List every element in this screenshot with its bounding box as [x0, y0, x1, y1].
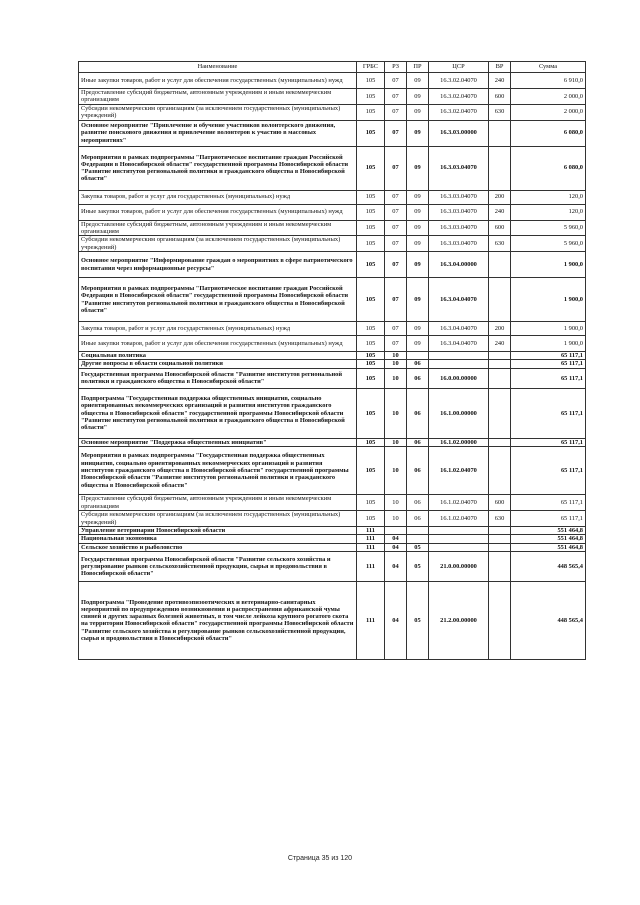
cell-csr: 16.3.02.04070: [429, 104, 489, 120]
cell-vr: [489, 146, 511, 190]
cell-grbs: 105: [357, 388, 385, 438]
cell-name: Иные закупки товаров, работ и услуг для обеспечения государственных (муниципальных) нужд: [79, 336, 357, 352]
cell-pr: 06: [407, 438, 429, 446]
cell-rz: 10: [385, 447, 407, 495]
cell-pr: 09: [407, 322, 429, 336]
cell-pr: 09: [407, 236, 429, 252]
cell-rz: 07: [385, 204, 407, 220]
cell-grbs: 105: [357, 360, 385, 368]
cell-vr: [489, 438, 511, 446]
table-row: [79, 360, 586, 368]
cell-csr: 16.1.02.04070: [429, 447, 489, 495]
cell-pr: 05: [407, 543, 429, 551]
cell-csr: 16.3.02.04070: [429, 73, 489, 89]
cell-vr: 600: [489, 495, 511, 511]
cell-csr: 16.3.03.00000: [429, 120, 489, 146]
cell-pr: 06: [407, 447, 429, 495]
cell-name: Национальная экономика: [79, 535, 357, 543]
header-pr: ПР: [407, 62, 429, 73]
cell-name: Основное мероприятие "Привлечение и обучение участников волонтерского движения, развитие поискового движения и привлечение волонтеров к участию в массовых мероприятиях": [79, 120, 357, 146]
cell-csr: 16.1.02.00000: [429, 438, 489, 446]
cell-pr: 05: [407, 551, 429, 581]
header-name: Наименование: [79, 62, 357, 73]
cell-sum: 120,0: [511, 190, 586, 204]
cell-vr: [489, 252, 511, 278]
cell-pr: 09: [407, 89, 429, 105]
cell-sum: 2 000,0: [511, 104, 586, 120]
cell-csr: 16.3.04.04070: [429, 322, 489, 336]
cell-csr: 16.3.03.04070: [429, 190, 489, 204]
table-row: [79, 146, 586, 190]
cell-rz: 10: [385, 511, 407, 527]
cell-grbs: 105: [357, 204, 385, 220]
cell-csr: 16.3.03.04070: [429, 146, 489, 190]
cell-vr: 600: [489, 89, 511, 105]
cell-rz: 10: [385, 438, 407, 446]
cell-pr: 05: [407, 581, 429, 659]
cell-sum: 65 117,1: [511, 368, 586, 388]
table-row: [79, 352, 586, 360]
header-rz: РЗ: [385, 62, 407, 73]
cell-vr: [489, 581, 511, 659]
cell-name: Предоставление субсидий бюджетным, автономным учреждениям и иным некоммерческим организациям: [79, 495, 357, 511]
cell-name: Мероприятия в рамках подпрограммы "Патриотическое воспитание граждан Российской Федерации в Новосибирской области" государственной программы Новосибирской области "Развитие институтов региональной политики и гражданского общества в Новосибирской области": [79, 146, 357, 190]
table-row: [79, 89, 586, 105]
cell-rz: 07: [385, 278, 407, 322]
page-number: Страница 35 из 120: [287, 855, 353, 862]
cell-csr: 16.3.03.04070: [429, 204, 489, 220]
cell-vr: [489, 360, 511, 368]
table-row: [79, 543, 586, 551]
cell-pr: 09: [407, 336, 429, 352]
cell-grbs: 105: [357, 438, 385, 446]
cell-pr: 09: [407, 120, 429, 146]
cell-sum: 448 565,4: [511, 551, 586, 581]
cell-csr: [429, 543, 489, 551]
cell-name: Социальная политика: [79, 352, 357, 360]
cell-vr: [489, 527, 511, 535]
cell-pr: 09: [407, 146, 429, 190]
cell-rz: 07: [385, 73, 407, 89]
table-row: [79, 511, 586, 527]
cell-name: Субсидии некоммерческим организациям (за исключением государственных (муниципальных) учреждений): [79, 236, 357, 252]
table-row: [79, 73, 586, 89]
cell-csr: 16.3.04.04070: [429, 278, 489, 322]
cell-sum: 5 960,0: [511, 220, 586, 236]
table-row: [79, 368, 586, 388]
cell-pr: [407, 527, 429, 535]
cell-vr: [489, 543, 511, 551]
cell-pr: [407, 352, 429, 360]
header-vr: ВР: [489, 62, 511, 73]
cell-csr: 16.3.03.04070: [429, 236, 489, 252]
header-grbs: ГРБС: [357, 62, 385, 73]
cell-sum: 65 117,1: [511, 388, 586, 438]
cell-vr: [489, 352, 511, 360]
table-row: [79, 527, 586, 535]
table-row: [79, 120, 586, 146]
header-csr: ЦСР: [429, 62, 489, 73]
cell-sum: 1 900,0: [511, 322, 586, 336]
cell-rz: 10: [385, 368, 407, 388]
cell-rz: 10: [385, 360, 407, 368]
cell-vr: 630: [489, 104, 511, 120]
cell-name: Закупка товаров, работ и услуг для государственных (муниципальных) нужд: [79, 322, 357, 336]
table-row: [79, 388, 586, 438]
cell-name: Мероприятия в рамках подпрограммы "Патриотическое воспитание граждан Российской Федерации в Новосибирской области" государственной программы Новосибирской области "Развитие институтов региональной политики и гражданского общества в Новосибирской области": [79, 278, 357, 322]
cell-name: Подпрограмма "Проведение противоэпизоотических и ветеринарно-санитарных мероприятий по предупреждению возникновения и распространения африканской чумы свиней и других заразных болезней животных, в том числе лейкоза крупного рогатого скота на территории Новосибирской области" государственной программы Новосибирской области "Развитие сельского хозяйства и регулирование рынков сельскохозяйственной продукции, сырья и продовольствия в Новосибирской области": [79, 581, 357, 659]
cell-csr: 21.0.00.00000: [429, 551, 489, 581]
cell-pr: 09: [407, 252, 429, 278]
cell-sum: 6 910,0: [511, 73, 586, 89]
cell-grbs: 105: [357, 252, 385, 278]
cell-vr: 630: [489, 236, 511, 252]
cell-sum: 551 464,8: [511, 543, 586, 551]
cell-sum: 65 117,1: [511, 447, 586, 495]
cell-grbs: 111: [357, 535, 385, 543]
cell-grbs: 105: [357, 190, 385, 204]
budget-table: [78, 61, 586, 660]
cell-name: Государственная программа Новосибирской области "Развитие сельского хозяйства и регулирование рынков сельскохозяйственной продукции, сырья и продовольствия в Новосибирской области": [79, 551, 357, 581]
cell-sum: 5 960,0: [511, 236, 586, 252]
cell-vr: 600: [489, 220, 511, 236]
cell-name: Сельское хозяйство и рыболовство: [79, 543, 357, 551]
cell-name: Основное мероприятие "Поддержка общественных инициатив": [79, 438, 357, 446]
cell-grbs: 105: [357, 104, 385, 120]
table-row: [79, 252, 586, 278]
budget-table-container: [78, 61, 585, 660]
cell-vr: [489, 368, 511, 388]
cell-rz: 07: [385, 236, 407, 252]
cell-rz: 07: [385, 190, 407, 204]
cell-name: Предоставление субсидий бюджетным, автономным учреждениям и иным некоммерческим организациям: [79, 220, 357, 236]
table-row: [79, 495, 586, 511]
cell-name: Иные закупки товаров, работ и услуг для обеспечения государственных (муниципальных) нужд: [79, 204, 357, 220]
cell-csr: [429, 535, 489, 543]
cell-name: Субсидии некоммерческим организациям (за исключением государственных (муниципальных) учреждений): [79, 511, 357, 527]
cell-rz: 07: [385, 120, 407, 146]
cell-pr: 09: [407, 204, 429, 220]
table-header-row: [79, 62, 586, 73]
cell-pr: 06: [407, 495, 429, 511]
cell-csr: 16.3.03.04070: [429, 220, 489, 236]
cell-rz: 04: [385, 581, 407, 659]
cell-vr: [489, 278, 511, 322]
table-row: [79, 204, 586, 220]
cell-grbs: 105: [357, 322, 385, 336]
cell-name: Управление ветеринарии Новосибирской области: [79, 527, 357, 535]
table-row: [79, 236, 586, 252]
cell-pr: 09: [407, 278, 429, 322]
cell-pr: 06: [407, 368, 429, 388]
cell-grbs: 111: [357, 543, 385, 551]
cell-sum: 448 565,4: [511, 581, 586, 659]
cell-sum: 1 900,0: [511, 336, 586, 352]
cell-grbs: 111: [357, 551, 385, 581]
table-body: [79, 73, 586, 660]
table-row: [79, 581, 586, 659]
cell-sum: 1 900,0: [511, 252, 586, 278]
cell-sum: 1 900,0: [511, 278, 586, 322]
cell-vr: [489, 120, 511, 146]
table-row: [79, 278, 586, 322]
cell-vr: 200: [489, 190, 511, 204]
table-row: [79, 220, 586, 236]
cell-csr: 16.0.00.00000: [429, 368, 489, 388]
cell-csr: 16.1.02.04070: [429, 495, 489, 511]
cell-rz: 07: [385, 336, 407, 352]
cell-rz: 10: [385, 352, 407, 360]
cell-name: Предоставление субсидий бюджетным, автономным учреждениям и иным некоммерческим организациям: [79, 89, 357, 105]
cell-csr: [429, 527, 489, 535]
cell-grbs: 111: [357, 581, 385, 659]
cell-vr: 240: [489, 204, 511, 220]
table-row: [79, 447, 586, 495]
table-row: [79, 104, 586, 120]
cell-grbs: 105: [357, 73, 385, 89]
cell-grbs: 105: [357, 368, 385, 388]
cell-sum: 551 464,8: [511, 535, 586, 543]
cell-csr: 16.1.02.04070: [429, 511, 489, 527]
cell-rz: 04: [385, 551, 407, 581]
cell-csr: [429, 352, 489, 360]
table-row: [79, 190, 586, 204]
cell-sum: 6 080,0: [511, 146, 586, 190]
cell-grbs: 105: [357, 336, 385, 352]
cell-pr: 09: [407, 190, 429, 204]
cell-grbs: 105: [357, 120, 385, 146]
cell-rz: 07: [385, 252, 407, 278]
cell-grbs: 105: [357, 511, 385, 527]
cell-vr: 240: [489, 336, 511, 352]
cell-sum: 65 117,1: [511, 352, 586, 360]
cell-csr: [429, 360, 489, 368]
cell-grbs: 105: [357, 278, 385, 322]
cell-grbs: 105: [357, 220, 385, 236]
cell-grbs: 105: [357, 236, 385, 252]
cell-vr: [489, 447, 511, 495]
cell-name: Основное мероприятие "Информирование граждан о мероприятиях в сфере патриотического воспитания через информационные ресурсы": [79, 252, 357, 278]
table-row: [79, 322, 586, 336]
cell-name: Закупка товаров, работ и услуг для государственных (муниципальных) нужд: [79, 190, 357, 204]
cell-name: Субсидии некоммерческим организациям (за исключением государственных (муниципальных) учреждений): [79, 104, 357, 120]
cell-name: Подпрограмма "Государственная поддержка общественных инициатив, социально ориентированных некоммерческих организаций и развития институтов гражданского общества в Новосибирской области" государственной программы Новосибирской области "Развитие институтов региональной политики и гражданского общества в Новосибирской области": [79, 388, 357, 438]
cell-csr: 16.1.00.00000: [429, 388, 489, 438]
cell-vr: [489, 551, 511, 581]
cell-rz: 10: [385, 495, 407, 511]
cell-sum: 551 464,8: [511, 527, 586, 535]
cell-sum: 2 000,0: [511, 89, 586, 105]
cell-vr: 630: [489, 511, 511, 527]
cell-rz: 07: [385, 89, 407, 105]
cell-sum: 65 117,1: [511, 495, 586, 511]
cell-sum: 65 117,1: [511, 511, 586, 527]
cell-pr: 06: [407, 360, 429, 368]
cell-rz: 07: [385, 322, 407, 336]
cell-name: Иные закупки товаров, работ и услуг для обеспечения государственных (муниципальных) нужд: [79, 73, 357, 89]
cell-grbs: 105: [357, 447, 385, 495]
table-row: [79, 438, 586, 446]
cell-rz: 04: [385, 543, 407, 551]
cell-rz: 07: [385, 146, 407, 190]
cell-sum: 6 080,0: [511, 120, 586, 146]
cell-csr: 21.2.00.00000: [429, 581, 489, 659]
table-row: [79, 551, 586, 581]
cell-name: Государственная программа Новосибирской области "Развитие институтов региональной политики и гражданского общества в Новосибирской области": [79, 368, 357, 388]
cell-csr: 16.3.02.04070: [429, 89, 489, 105]
cell-rz: 10: [385, 388, 407, 438]
cell-grbs: 111: [357, 527, 385, 535]
cell-sum: 65 117,1: [511, 438, 586, 446]
header-sum: Сумма: [511, 62, 586, 73]
cell-rz: 04: [385, 535, 407, 543]
cell-pr: 09: [407, 104, 429, 120]
table-row: [79, 535, 586, 543]
cell-vr: [489, 388, 511, 438]
cell-pr: 06: [407, 511, 429, 527]
cell-name: Другие вопросы в области социальной политики: [79, 360, 357, 368]
cell-grbs: 105: [357, 89, 385, 105]
cell-vr: [489, 535, 511, 543]
cell-pr: 09: [407, 220, 429, 236]
cell-pr: 09: [407, 73, 429, 89]
cell-rz: 07: [385, 220, 407, 236]
cell-sum: 120,0: [511, 204, 586, 220]
cell-vr: 240: [489, 73, 511, 89]
cell-rz: 07: [385, 104, 407, 120]
cell-rz: [385, 527, 407, 535]
cell-vr: 200: [489, 322, 511, 336]
cell-grbs: 105: [357, 352, 385, 360]
cell-grbs: 105: [357, 495, 385, 511]
cell-pr: [407, 535, 429, 543]
cell-csr: 16.3.04.04070: [429, 336, 489, 352]
table-row: [79, 336, 586, 352]
cell-sum: 65 117,1: [511, 360, 586, 368]
cell-pr: 06: [407, 388, 429, 438]
cell-csr: 16.3.04.00000: [429, 252, 489, 278]
cell-grbs: 105: [357, 146, 385, 190]
cell-name: Мероприятия в рамках подпрограммы "Государственная поддержка общественных инициатив, социально ориентированных некоммерческих организаций и развития институтов гражданского общества в Новосибирской области" государственной программы Новосибирской области "Развитие институтов региональной политики и гражданского общества в Новосибирской области": [79, 447, 357, 495]
